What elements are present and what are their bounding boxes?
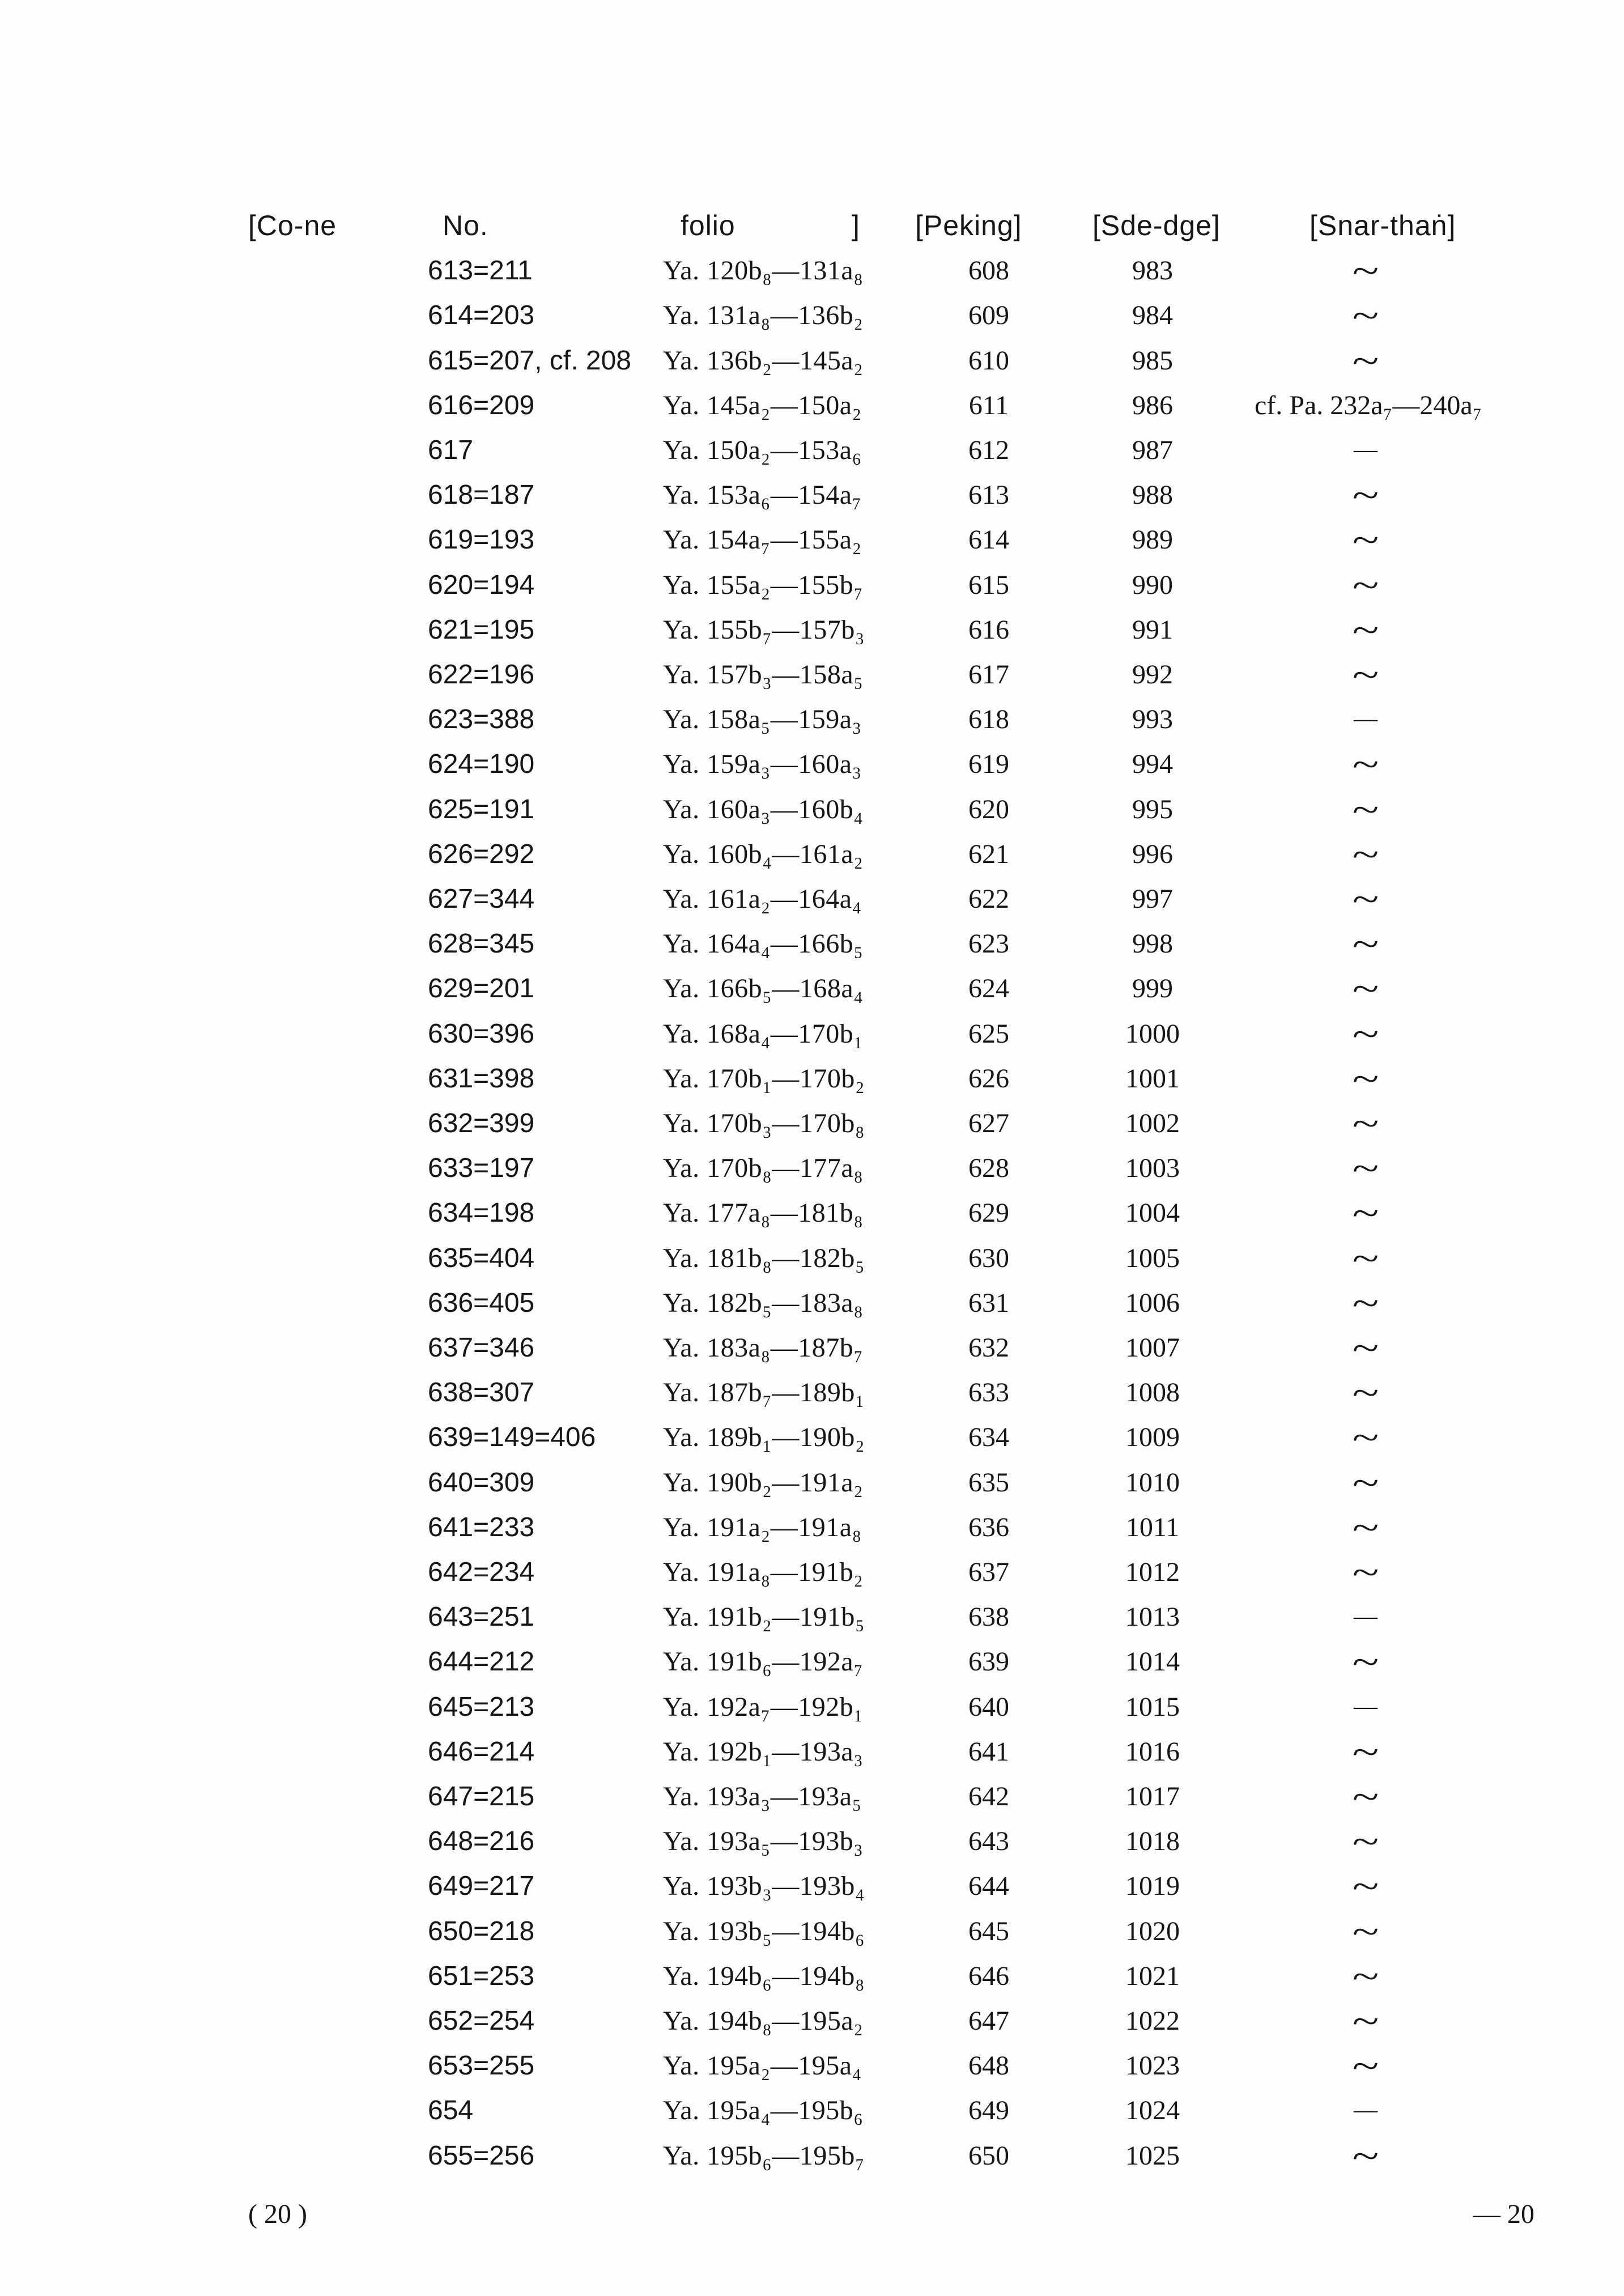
cell-sdedge: 991 — [1132, 614, 1173, 645]
cell-peking: 611 — [968, 390, 1009, 420]
cell-peking: 636 — [968, 1512, 1009, 1542]
cell-folio: Ya. 160a₃—160b₄ — [663, 794, 864, 824]
table-row — [0, 1146, 1624, 1190]
cell-no: 620=194 — [428, 569, 535, 600]
cell-folio: Ya. 192b₁—193a₃ — [663, 1736, 864, 1767]
cell-folio: Ya. 177a₈—181b₈ — [663, 1198, 864, 1228]
header-folio-close: ] — [852, 210, 860, 241]
cell-no: 618=187 — [428, 480, 535, 511]
cell-peking: 638 — [968, 1602, 1009, 1632]
cell-snarthan: ~ — [1352, 1731, 1379, 1772]
cell-peking: 616 — [968, 614, 1009, 645]
cell-sdedge: 1007 — [1125, 1333, 1180, 1363]
cell-snarthan: ~ — [1352, 1866, 1379, 1907]
cell-snarthan: — — [1354, 1604, 1378, 1630]
cell-sdedge: 990 — [1132, 569, 1173, 600]
cell-sdedge: 1017 — [1125, 1781, 1180, 1812]
cell-snarthan: ~ — [1352, 968, 1379, 1009]
cell-peking: 633 — [968, 1377, 1009, 1408]
cell-peking: 608 — [968, 256, 1009, 286]
table-row — [0, 1415, 1624, 1460]
cell-snarthan: ~ — [1352, 2001, 1379, 2041]
cell-sdedge: 1003 — [1125, 1153, 1180, 1184]
cell-folio: Ya. 193b₅—194b₆ — [663, 1916, 865, 1946]
cell-no: 621=195 — [428, 614, 535, 645]
cell-sdedge: 996 — [1132, 839, 1173, 869]
cell-sdedge: 1021 — [1125, 1961, 1180, 1991]
cell-sdedge: 1019 — [1125, 1871, 1180, 1902]
cell-no: 625=191 — [428, 794, 535, 824]
cell-no: 617 — [428, 435, 474, 465]
cell-sdedge: 984 — [1132, 300, 1173, 331]
table-row — [0, 1460, 1624, 1505]
cell-peking: 623 — [968, 929, 1009, 959]
cell-folio: Ya. 131a₈—136b₂ — [663, 300, 864, 331]
cell-folio: Ya. 157b₃—158a₅ — [663, 660, 864, 690]
cell-sdedge: 1020 — [1125, 1916, 1180, 1946]
cell-folio: Ya. 181b₈—182b₅ — [663, 1243, 865, 1273]
cell-snarthan: ~ — [1352, 1911, 1379, 1951]
cell-peking: 618 — [968, 704, 1009, 735]
cell-peking: 624 — [968, 973, 1009, 1004]
cell-folio: Ya. 158a₅—159a₃ — [663, 704, 862, 735]
cell-snarthan: ~ — [1352, 2046, 1379, 2086]
cell-snarthan: ~ — [1352, 1462, 1379, 1503]
table-row — [0, 1595, 1624, 1639]
cell-peking: 643 — [968, 1826, 1009, 1857]
cell-no: 637=346 — [428, 1333, 535, 1363]
table-row — [0, 383, 1624, 428]
table-row — [0, 2088, 1624, 2133]
cell-snarthan: ~ — [1352, 1372, 1379, 1413]
table-row — [0, 1909, 1624, 1954]
cell-folio: Ya. 153a₆—154a₇ — [663, 480, 862, 511]
cell-sdedge: 1013 — [1125, 1602, 1180, 1632]
cell-peking: 613 — [968, 480, 1009, 511]
cell-folio: Ya. 150a₂—153a₆ — [663, 435, 862, 465]
cell-no: 631=398 — [428, 1063, 535, 1094]
cell-peking: 649 — [968, 2095, 1009, 2126]
table-row — [0, 966, 1624, 1011]
cell-snarthan: ~ — [1352, 520, 1379, 560]
table-row — [0, 1819, 1624, 1864]
cell-snarthan: ~ — [1352, 1552, 1379, 1592]
cell-no: 628=345 — [428, 929, 535, 959]
cell-no: 635=404 — [428, 1243, 535, 1273]
table-row — [0, 1999, 1624, 2043]
cell-folio: Ya. 120b₈—131a₈ — [663, 256, 864, 286]
cell-peking: 626 — [968, 1063, 1009, 1094]
cell-peking: 632 — [968, 1333, 1009, 1363]
cell-no: 652=254 — [428, 2006, 535, 2036]
cell-no: 622=196 — [428, 660, 535, 690]
cell-peking: 614 — [968, 525, 1009, 555]
cell-folio: Ya. 195a₂—195a₄ — [663, 2051, 862, 2081]
cell-snarthan: — — [1354, 1693, 1378, 1720]
table-row — [0, 1505, 1624, 1550]
cell-no: 654 — [428, 2095, 474, 2126]
cell-snarthan: ~ — [1352, 1417, 1379, 1458]
cell-sdedge: 1009 — [1125, 1422, 1180, 1453]
cell-folio: Ya. 193a₅—193b₃ — [663, 1826, 864, 1857]
cell-sdedge: 1011 — [1125, 1512, 1180, 1542]
table-row — [0, 1864, 1624, 1908]
table-row — [0, 697, 1624, 742]
table-row — [0, 293, 1624, 338]
cell-sdedge: 1001 — [1125, 1063, 1180, 1094]
table-row — [0, 1325, 1624, 1370]
cell-no: 636=405 — [428, 1287, 535, 1318]
cell-sdedge: 988 — [1132, 480, 1173, 511]
cell-peking: 650 — [968, 2140, 1009, 2171]
cell-sdedge: 994 — [1132, 749, 1173, 780]
cell-folio: Ya. 193a₃—193a₅ — [663, 1781, 862, 1812]
table-row — [0, 563, 1624, 607]
cell-snarthan: ~ — [1352, 654, 1379, 695]
header-peking: [Peking] — [915, 210, 1022, 241]
cell-snarthan: ~ — [1352, 564, 1379, 605]
table-row — [0, 1685, 1624, 1729]
cell-sdedge: 1023 — [1125, 2051, 1180, 2081]
cell-snarthan: ~ — [1352, 1013, 1379, 1054]
cell-folio: Ya. 191a₂—191a₈ — [663, 1512, 862, 1542]
cell-snarthan: ~ — [1352, 1282, 1379, 1323]
header-co-ne: [Co-ne — [248, 210, 337, 241]
page-number-right: — 20 — [1473, 2199, 1534, 2229]
cell-sdedge: 986 — [1132, 390, 1173, 420]
cell-sdedge: 1015 — [1125, 1691, 1180, 1722]
cell-no: 647=215 — [428, 1781, 535, 1812]
cell-snarthan: ~ — [1352, 789, 1379, 830]
cell-folio: Ya. 154a₇—155a₂ — [663, 525, 862, 555]
cell-sdedge: 989 — [1132, 525, 1173, 555]
cell-snarthan: ~ — [1352, 250, 1379, 291]
cell-peking: 641 — [968, 1736, 1009, 1767]
table-row — [0, 742, 1624, 786]
cell-no: 639=149=406 — [428, 1422, 596, 1453]
header-sde-dge: [Sde-dge] — [1092, 210, 1221, 241]
cell-peking: 610 — [968, 345, 1009, 376]
cell-sdedge: 1016 — [1125, 1736, 1180, 1767]
cell-snarthan: ~ — [1352, 1193, 1379, 1234]
cell-folio: Ya. 136b₂—145a₂ — [663, 345, 864, 376]
cell-no: 627=344 — [428, 884, 535, 914]
cell-folio: Ya. 194b₈—195a₂ — [663, 2006, 864, 2036]
cell-no: 626=292 — [428, 839, 535, 869]
cell-snarthan: — — [1354, 706, 1378, 733]
cell-no: 644=212 — [428, 1647, 535, 1677]
cell-snarthan: ~ — [1352, 1238, 1379, 1278]
table-row — [0, 921, 1624, 966]
cell-peking: 620 — [968, 794, 1009, 824]
cell-no: 642=234 — [428, 1557, 535, 1587]
cell-peking: 634 — [968, 1422, 1009, 1453]
cell-peking: 625 — [968, 1018, 1009, 1049]
cell-peking: 617 — [968, 660, 1009, 690]
cell-peking: 609 — [968, 300, 1009, 331]
cell-snarthan: ~ — [1352, 1148, 1379, 1189]
cell-no: 632=399 — [428, 1108, 535, 1138]
cell-peking: 630 — [968, 1243, 1009, 1273]
cell-sdedge: 1000 — [1125, 1018, 1180, 1049]
cell-peking: 639 — [968, 1647, 1009, 1677]
cell-no: 655=256 — [428, 2140, 535, 2171]
cell-no: 648=216 — [428, 1826, 535, 1857]
cell-snarthan: ~ — [1352, 1058, 1379, 1099]
cell-snarthan: ~ — [1352, 1328, 1379, 1368]
cell-no: 638=307 — [428, 1377, 535, 1408]
table-row — [0, 652, 1624, 697]
cell-peking: 622 — [968, 884, 1009, 914]
cell-sdedge: 995 — [1132, 794, 1173, 824]
table-row — [0, 832, 1624, 877]
cell-peking: 612 — [968, 435, 1009, 465]
cell-snarthan: ~ — [1352, 609, 1379, 650]
cell-snarthan: ~ — [1352, 475, 1379, 516]
cell-no: 613=211 — [428, 256, 533, 286]
header-folio: folio — [681, 210, 736, 241]
table-row — [0, 1774, 1624, 1819]
cell-sdedge: 983 — [1132, 256, 1173, 286]
table-row — [0, 1729, 1624, 1774]
cell-folio: Ya. 189b₁—190b₂ — [663, 1422, 865, 1453]
table-row — [0, 607, 1624, 652]
cell-peking: 637 — [968, 1557, 1009, 1587]
cell-folio: Ya. 161a₂—164a₄ — [663, 884, 862, 914]
cell-snarthan: ~ — [1352, 834, 1379, 874]
table-row — [0, 787, 1624, 832]
cell-no: 646=214 — [428, 1736, 535, 1767]
table-row — [0, 1639, 1624, 1684]
cell-sdedge: 1022 — [1125, 2006, 1180, 2036]
cell-no: 633=197 — [428, 1153, 535, 1184]
cell-no: 614=203 — [428, 300, 535, 331]
cell-folio: Ya. 160b₄—161a₂ — [663, 839, 864, 869]
cell-no: 640=309 — [428, 1467, 535, 1498]
cell-peking: 646 — [968, 1961, 1009, 1991]
cell-folio: Ya. 155a₂—155b₇ — [663, 569, 864, 600]
header-snar-than: [Snar-thaṅ] — [1310, 210, 1456, 241]
cell-snarthan: ~ — [1352, 1103, 1379, 1143]
cell-folio: Ya. 159a₃—160a₃ — [663, 749, 862, 780]
cell-no: 623=388 — [428, 704, 535, 735]
cell-sdedge: 1012 — [1125, 1557, 1180, 1587]
cell-peking: 628 — [968, 1153, 1009, 1184]
cell-no: 619=193 — [428, 525, 535, 555]
cell-no: 616=209 — [428, 390, 535, 420]
cell-snarthan: ~ — [1352, 744, 1379, 785]
cell-no: 615=207, cf. 208 — [428, 345, 631, 376]
cell-sdedge: 1004 — [1125, 1198, 1180, 1228]
cell-no: 641=233 — [428, 1512, 535, 1542]
cell-peking: 644 — [968, 1871, 1009, 1902]
table-row — [0, 1370, 1624, 1415]
table-row — [0, 248, 1624, 293]
cell-sdedge: 1025 — [1125, 2140, 1180, 2171]
cell-sdedge: 999 — [1132, 973, 1173, 1004]
cell-no: 653=255 — [428, 2051, 535, 2081]
cell-folio: Ya. 192a₇—192b₁ — [663, 1691, 864, 1722]
cell-folio: Ya. 191b₆—192a₇ — [663, 1647, 864, 1677]
cell-sdedge: 1014 — [1125, 1647, 1180, 1677]
cell-snarthan: ~ — [1352, 1507, 1379, 1547]
cell-folio: Ya. 164a₄—166b₅ — [663, 929, 864, 959]
cell-sdedge: 997 — [1132, 884, 1173, 914]
cell-sdedge: 985 — [1132, 345, 1173, 376]
cell-folio: Ya. 155b₇—157b₃ — [663, 614, 865, 645]
cell-no: 630=396 — [428, 1018, 535, 1049]
cell-sdedge: 992 — [1132, 660, 1173, 690]
cell-snarthan: cf. Pa. 232a₇—240a₇ — [1255, 390, 1482, 420]
cell-no: 629=201 — [428, 973, 535, 1004]
cell-sdedge: 1008 — [1125, 1377, 1180, 1408]
cell-sdedge: 1018 — [1125, 1826, 1180, 1857]
cell-peking: 648 — [968, 2051, 1009, 2081]
table-row — [0, 428, 1624, 473]
cell-folio: Ya. 195b₆—195b₇ — [663, 2140, 865, 2171]
cell-snarthan: ~ — [1352, 1955, 1379, 1996]
cell-peking: 642 — [968, 1781, 1009, 1812]
cell-folio: Ya. 190b₂—191a₂ — [663, 1467, 864, 1498]
cell-sdedge: 1006 — [1125, 1287, 1180, 1318]
cell-peking: 647 — [968, 2006, 1009, 2036]
table-row — [0, 338, 1624, 383]
cell-sdedge: 998 — [1132, 929, 1173, 959]
cell-folio: Ya. 166b₅—168a₄ — [663, 973, 864, 1004]
table-row — [0, 2133, 1624, 2178]
cell-snarthan: ~ — [1352, 295, 1379, 336]
concordance-table — [0, 203, 1624, 2178]
cell-peking: 629 — [968, 1198, 1009, 1228]
cell-snarthan: ~ — [1352, 2135, 1379, 2176]
cell-sdedge: 1002 — [1125, 1108, 1180, 1138]
cell-peking: 645 — [968, 1916, 1009, 1946]
table-row — [0, 877, 1624, 921]
table-row — [0, 1236, 1624, 1281]
cell-peking: 615 — [968, 569, 1009, 600]
cell-folio: Ya. 193b₃—193b₄ — [663, 1871, 865, 1902]
cell-no: 651=253 — [428, 1961, 535, 1991]
table-row — [0, 1011, 1624, 1056]
cell-snarthan: — — [1354, 437, 1378, 463]
cell-no: 643=251 — [428, 1602, 535, 1632]
cell-sdedge: 987 — [1132, 435, 1173, 465]
cell-no: 634=198 — [428, 1198, 535, 1228]
cell-peking: 619 — [968, 749, 1009, 780]
table-row — [0, 517, 1624, 562]
cell-folio: Ya. 187b₇—189b₁ — [663, 1377, 865, 1408]
cell-snarthan: ~ — [1352, 924, 1379, 964]
cell-peking: 640 — [968, 1691, 1009, 1722]
cell-peking: 627 — [968, 1108, 1009, 1138]
cell-folio: Ya. 145a₂—150a₂ — [663, 390, 862, 420]
cell-sdedge: 1005 — [1125, 1243, 1180, 1273]
cell-folio: Ya. 194b₆—194b₈ — [663, 1961, 865, 1991]
cell-peking: 631 — [968, 1287, 1009, 1318]
page-number-left: ( 20 ) — [248, 2199, 307, 2229]
header-no: No. — [443, 210, 488, 241]
table-row — [0, 1954, 1624, 1999]
cell-folio: Ya. 183a₈—187b₇ — [663, 1333, 864, 1363]
table-row — [0, 1281, 1624, 1325]
cell-snarthan: — — [1354, 2097, 1378, 2124]
table-row — [0, 1056, 1624, 1101]
cell-folio: Ya. 170b₃—170b₈ — [663, 1108, 865, 1138]
cell-folio: Ya. 195a₄—195b₆ — [663, 2095, 864, 2126]
cell-folio: Ya. 168a₄—170b₁ — [663, 1018, 864, 1049]
cell-sdedge: 1024 — [1125, 2095, 1180, 2126]
cell-no: 624=190 — [428, 749, 535, 780]
cell-folio: Ya. 191a₈—191b₂ — [663, 1557, 864, 1587]
cell-sdedge: 1010 — [1125, 1467, 1180, 1498]
cell-snarthan: ~ — [1352, 1776, 1379, 1817]
cell-no: 649=217 — [428, 1871, 535, 1902]
cell-folio: Ya. 170b₁—170b₂ — [663, 1063, 865, 1094]
table-row — [0, 1190, 1624, 1235]
cell-peking: 621 — [968, 839, 1009, 869]
cell-snarthan: ~ — [1352, 1642, 1379, 1682]
table-row — [0, 1101, 1624, 1146]
cell-no: 650=218 — [428, 1916, 535, 1946]
cell-folio: Ya. 170b₈—177a₈ — [663, 1153, 864, 1184]
cell-folio: Ya. 182b₅—183a₈ — [663, 1287, 864, 1318]
cell-snarthan: ~ — [1352, 879, 1379, 919]
table-row — [0, 473, 1624, 517]
table-row — [0, 1550, 1624, 1595]
cell-sdedge: 993 — [1132, 704, 1173, 735]
table-row — [0, 2043, 1624, 2088]
cell-snarthan: ~ — [1352, 1821, 1379, 1862]
cell-peking: 635 — [968, 1467, 1009, 1498]
cell-folio: Ya. 191b₂—191b₅ — [663, 1602, 865, 1632]
table-header-row — [0, 203, 1624, 248]
cell-no: 645=213 — [428, 1691, 535, 1722]
cell-snarthan: ~ — [1352, 340, 1379, 381]
